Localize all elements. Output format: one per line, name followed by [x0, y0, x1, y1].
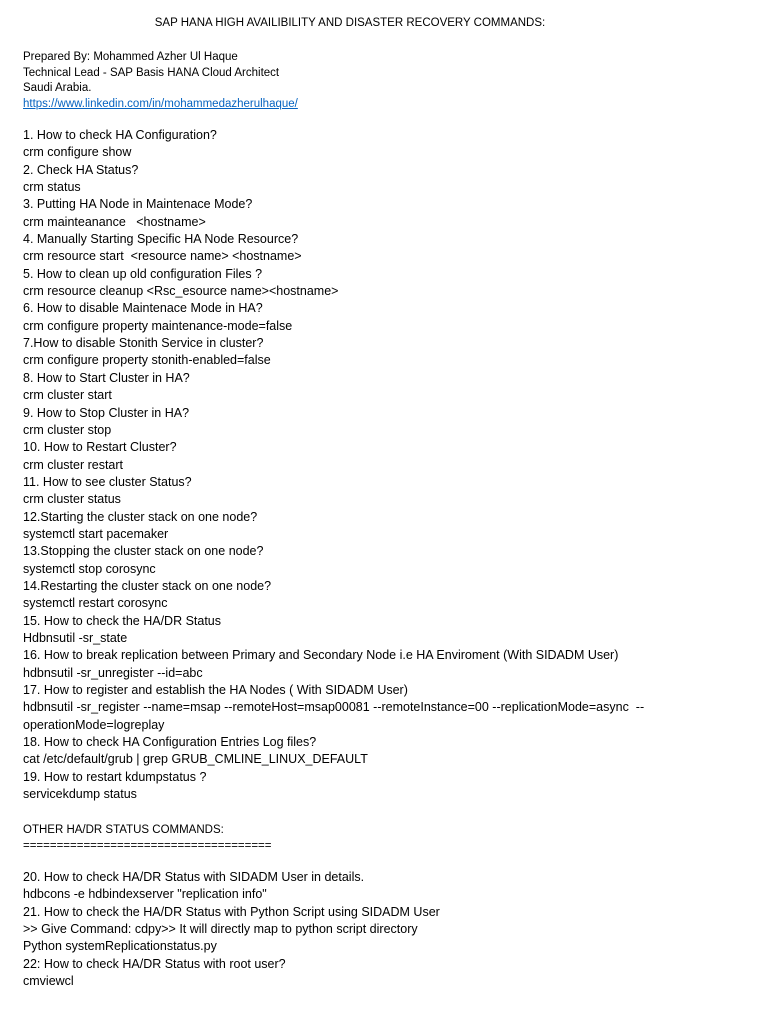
command-line: crm resource cleanup <Rsc_esource name><hostname>: [23, 284, 339, 299]
command-line: crm cluster stop: [23, 422, 112, 437]
question-line: 3. Putting HA Node in Maintenace Mode?: [23, 197, 253, 212]
command-line: crm resource start <resource name> <hostname>: [23, 249, 302, 264]
command-line: cat /etc/default/grub | grep GRUB_CMLINE_LINUX_DEFAULT: [23, 752, 368, 767]
question-line: >> Give Command: cdpy>> It will directly map to python script directory: [23, 922, 418, 937]
author-block: [23, 50, 298, 112]
question-line: 12.Starting the cluster stack on one node?: [23, 509, 258, 524]
other-commands-heading-block: [23, 823, 272, 854]
question-line: 1. How to check HA Configuration?: [23, 128, 217, 142]
command-line: hdbnsutil -sr_register --name=msap --remoteHost=msap00081 --remoteInstance=00 --replicationMode=async --: [23, 700, 645, 715]
command-line: servicekdump status: [23, 787, 137, 802]
command-line: systemctl restart corosync: [23, 596, 168, 611]
prepared-by: Prepared By: Mohammed Azher Ul Haque: [23, 51, 238, 63]
question-line: 6. How to disable Maintenace Mode in HA?: [23, 301, 263, 316]
command-line: crm cluster status: [23, 492, 121, 507]
commands-list: [23, 127, 763, 803]
question-line: 18. How to check HA Configuration Entries Log files?: [23, 735, 317, 750]
command-line: hdbnsutil -sr_unregister --id=abc: [23, 665, 203, 680]
question-line: 9. How to Stop Cluster in HA?: [23, 405, 190, 420]
question-line: 20. How to check HA/DR Status with SIDADM User in details.: [23, 870, 365, 884]
question-line: 7.How to disable Stonith Service in cluster?: [23, 336, 264, 351]
question-line: 22: How to check HA/DR Status with root user?: [23, 956, 286, 971]
linkedin-link[interactable]: https://www.linkedin.com/in/mohammedazherulhaque/: [23, 97, 298, 110]
command-line: hdbcons -e hdbindexserver "replication info": [23, 887, 267, 902]
command-line: crm status: [23, 180, 81, 195]
command-line: crm mainteanance <hostname>: [23, 214, 206, 229]
question-line: 8. How to Start Cluster in HA?: [23, 370, 190, 385]
question-line: 2. Check HA Status?: [23, 162, 139, 177]
command-line: systemctl stop corosync: [23, 561, 156, 576]
command-line: Hdbnsutil -sr_state: [23, 630, 128, 645]
command-line: cmviewcl: [23, 974, 74, 989]
other-commands-list: [23, 869, 763, 990]
question-line: 11. How to see cluster Status?: [23, 474, 192, 489]
question-line: 14.Restarting the cluster stack on one node?: [23, 578, 272, 593]
command-line: crm configure property stonith-enabled=false: [23, 353, 271, 368]
document-title: SAP HANA HIGH AVAILIBILITY AND DISASTER RECOVERY COMMANDS:: [154, 17, 546, 29]
question-line: 21. How to check the HA/DR Status with Python Script using SIDADM User: [23, 904, 440, 919]
question-line: 19. How to restart kdumpstatus ?: [23, 769, 207, 784]
author-location: Saudi Arabia.: [23, 82, 92, 94]
question-line: 10. How to Restart Cluster?: [23, 440, 177, 455]
author-role: Technical Lead - SAP Basis HANA Cloud Architect: [23, 66, 280, 79]
command-line: crm configure show: [23, 145, 132, 160]
command-line: crm cluster start: [23, 388, 112, 403]
command-line: Python systemReplicationstatus.py: [23, 939, 217, 954]
question-line: 16. How to break replication between Primary and Secondary Node i.e HA Enviroment (With SIDADM User): [23, 648, 619, 663]
command-line: crm cluster restart: [23, 457, 124, 472]
question-line: 5. How to clean up old configuration Files ?: [23, 266, 263, 281]
question-line: 4. Manually Starting Specific HA Node Resource?: [23, 232, 299, 247]
separator-line: =====================================: [23, 839, 272, 852]
command-line: crm configure property maintenance-mode=false: [23, 318, 293, 333]
command-line: systemctl start pacemaker: [23, 526, 169, 541]
command-line: operationMode=logreplay: [23, 717, 165, 732]
question-line: 15. How to check the HA/DR Status: [23, 613, 222, 628]
question-line: 17. How to register and establish the HA Nodes ( With SIDADM User): [23, 683, 408, 697]
other-commands-heading: OTHER HA/DR STATUS COMMANDS:: [23, 824, 224, 836]
question-line: 13.Stopping the cluster stack on one node?: [23, 544, 264, 559]
